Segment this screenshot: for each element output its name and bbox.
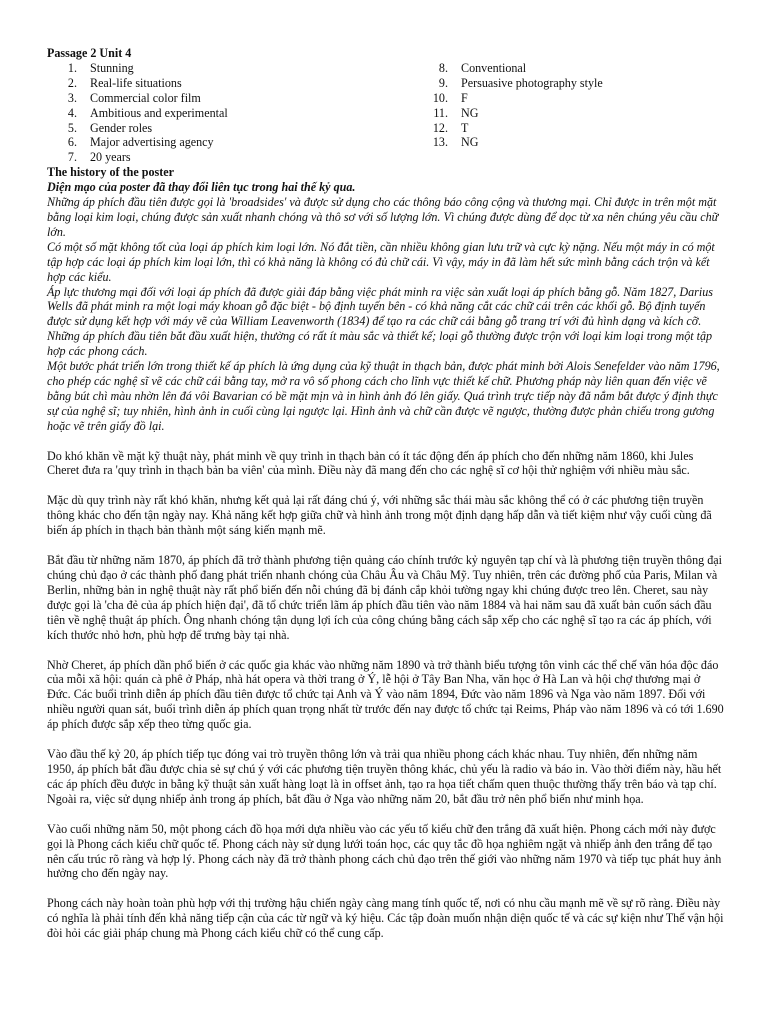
answer-item bbox=[47, 61, 429, 76]
section-title: The history of the poster bbox=[47, 165, 174, 180]
answer-number: 5. bbox=[67, 120, 77, 135]
answer-text: T bbox=[461, 120, 469, 135]
body-paragraph: Vào cuối những năm 50, một phong cách đồ họa mới dựa nhiều vào các yếu tố kiểu chữ đen trắng đã xuất hiện. Phong cách mới này được gọi là Phong cách kiểu chữ quốc tế. Phong cách này sử dụng lưới toán học, các quy tắc đồ họa nghiêm ngặt và nhiếp ảnh đen trắng để tạo nên cấu trúc rõ ràng và hợp lý. Phong cách này đã trở thành phong cách chủ đạo trên thế giới vào những năm 1970 và tiếp tục phát huy ảnh hưởng cho đến ngày nay. bbox=[47, 821, 722, 881]
italic-paragraph: Những áp phích đầu tiên được gọi là 'broadsides' và được sử dụng cho các thông báo công cộng và thương mại. Chỉ được in trên một mặt bằng loại kim loại, chúng được sản xuất nhanh chóng và thô sơ với số lượng lớn. Vì chúng được dùng để dọc từ xa nên chúng yêu cầu chữ lớn. bbox=[47, 195, 719, 239]
answer-item bbox=[47, 91, 429, 106]
italic-translation-block bbox=[47, 195, 725, 434]
answer-text: Major advertising agency bbox=[90, 135, 214, 150]
answer-item bbox=[47, 121, 429, 136]
passage-heading: Passage 2 Unit 4 bbox=[47, 46, 132, 60]
answer-number: 10. bbox=[432, 90, 448, 105]
answer-number: 8. bbox=[438, 60, 448, 75]
answer-number: 11. bbox=[433, 105, 448, 120]
answer-number: 12. bbox=[432, 120, 448, 135]
answer-item bbox=[47, 150, 429, 165]
body-paragraph: Do khó khăn về mặt kỹ thuật này, phát minh về quy trình in thạch bản có ít tác động đến áp phích cho đến những năm 1860, khi Jules Cheret đưa ra 'quy trình in thạch bản ba viên' của mình. Điều này đã mang đến cho các nghệ sĩ cơ hội thử nghiệm với nhiều màu sắc. bbox=[47, 448, 694, 478]
answer-list bbox=[47, 61, 725, 165]
italic-paragraph: Một bước phát triển lớn trong thiết kế áp phích là ứng dụng của kỹ thuật in thạch bản, được phát minh bởi Alois Senefelder vào năm 1796, cho phép các nghệ sĩ vẽ các chữ cái bằng tay, mở ra vô số phong cách cho lĩnh vực thiết kế chữ. Phương pháp này liên quan đến việc vẽ bằng bút chì màu nhờn lên đá vôi Bavarian có bề mặt mịn và in hình ảnh đó lên giấy. Quá trình trực tiếp này đã nắm bắt được ý định thực sự của nghệ sĩ; tuy nhiên, hình ảnh in cuối cùng lại ngược lại. Hình ảnh và chữ cần được vẽ ngược, thường được phản chiếu trong gương hoặc vẽ trên giấy đồ lại. bbox=[47, 359, 720, 433]
answer-item bbox=[429, 61, 725, 76]
answer-column-right bbox=[429, 61, 725, 165]
answer-item bbox=[429, 76, 725, 91]
answer-number: 9. bbox=[438, 75, 448, 90]
section-subtitle: Diện mạo của poster đã thay đổi liên tục trong hai thế kỷ qua. bbox=[47, 180, 356, 195]
body-text-block bbox=[47, 449, 725, 941]
answer-item bbox=[47, 76, 429, 91]
italic-paragraph: Áp lực thương mại đối với loại áp phích đã được giải đáp bằng việc phát minh ra việc sản xuất loại áp phích bằng gỗ. Năm 1827, Darius Wells đã phát minh ra một loại máy khoan gỗ đặc biệt - bộ định tuyến bên - có khả năng cắt các chữ cái trên các khối gỗ. Bộ định tuyến được sử dụng kết hợp với máy vẽ của William Leavenworth (1834) để tạo ra các chữ cái bằng gỗ trang trí với đủ hình dạng và kích cỡ. Những áp phích đầu tiên bắt đầu xuất hiện, thường có rất ít màu sắc và thiết kế; loại gỗ thường được trộn với loại kim loại trong một tập hợp các phong cách. bbox=[47, 284, 713, 359]
document-page bbox=[47, 46, 725, 956]
body-paragraph: Nhờ Cheret, áp phích dần phổ biến ở các quốc gia khác vào những năm 1890 và trở thành biểu tượng tôn vinh các thể chế văn hóa độc đáo của mỗi xã hội: quán cà phê ở Pháp, nhà hát opera và thời trang ở Ý, lễ hội ở Tây Ban Nha, văn học ở Hà Lan và hội chợ thương mại ở Đức. Các buổi trình diễn áp phích đầu tiên được tổ chức tại Anh và Ý vào năm 1894, Đức vào năm 1896 và Nga vào năm 1897. Đối với nhiều người quan sát, buổi trình diễn áp phích quan trọng nhất từ trước đến nay được tổ chức tại Reims, Pháp vào năm 1896 và có tới 1.690 áp phích được sắp xếp theo từng quốc gia. bbox=[47, 657, 724, 732]
body-paragraph: Mặc dù quy trình này rất khó khăn, nhưng kết quả lại rất đáng chú ý, với những sắc thái màu sắc không thể có ở các phương tiện truyền thông khác cho đến tận ngày nay. Khả năng kết hợp giữa chữ và hình ảnh trong một định dạng hấp dẫn và tiết kiệm như vậy cuối cùng đã biến áp phích in thạch bản thành một sáng kiến mạnh mẽ. bbox=[47, 493, 712, 538]
answer-text: Stunning bbox=[90, 60, 134, 75]
answer-number: 4. bbox=[67, 105, 77, 120]
answer-text: NG bbox=[461, 105, 479, 120]
answer-number: 1. bbox=[67, 60, 77, 75]
answer-item bbox=[429, 135, 725, 150]
answer-number: 2. bbox=[67, 75, 77, 90]
answer-text: Real-life situations bbox=[90, 75, 182, 90]
body-paragraph: Phong cách này hoàn toàn phù hợp với thị trường hậu chiến ngày càng mang tính quốc tế, nơi có nhu cầu mạnh mẽ về sự rõ ràng. Điều này có nghĩa là phải tính đến khả năng tiếp cận của các từ ngữ và ký hiệu. Các tập đoàn muốn nhận diện quốc tế và các sự kiện như Thế vận hội đòi hỏi các giải pháp chung mà Phong cách kiểu chữ có thể cung cấp. bbox=[47, 896, 724, 941]
italic-paragraph: Có một số mặt không tốt của loại áp phích kim loại lớn. Nó đắt tiền, cần nhiều không gian lưu trữ và cực kỳ nặng. Nếu một máy in có một tập hợp các loại áp phích kim loại lớn, thì có khả năng là không có đủ chữ cái. Vì vậy, máy in đã làm hết sức mình bằng cách trộn và kết hợp các kiểu. bbox=[47, 239, 715, 284]
answer-item bbox=[429, 91, 725, 106]
answer-item bbox=[429, 106, 725, 121]
answer-text: Gender roles bbox=[90, 120, 153, 135]
answer-number: 7. bbox=[67, 150, 77, 165]
answer-text: Ambitious and experimental bbox=[90, 105, 228, 120]
answer-item bbox=[429, 121, 725, 136]
answer-text: Persuasive photography style bbox=[461, 75, 603, 90]
answer-number: 6. bbox=[67, 135, 77, 150]
answer-text: F bbox=[461, 90, 468, 105]
answer-text: Conventional bbox=[461, 60, 527, 75]
answer-text: NG bbox=[461, 135, 479, 150]
body-paragraph: Vào đầu thế kỷ 20, áp phích tiếp tục đóng vai trò truyền thông lớn và trải qua nhiều phong cách khác nhau. Tuy nhiên, đến những năm 1950, áp phích bắt đầu được chia sẻ sự chú ý với các phương tiện truyền thông khác, chủ yếu là radio và báo in. Vào thời điểm này, hầu hết các áp phích đều được in bằng kỹ thuật sản xuất hàng loạt là in offset ảnh, tạo ra họa tiết chấm quen thuộc thường thấy trên báo và tạp chí. Ngoài ra, việc sử dụng nhiếp ảnh trong áp phích, bắt đầu ở Nga vào những năm 20, bắt đầu trở nên phổ biến như minh họa. bbox=[47, 747, 722, 806]
answer-number: 13. bbox=[432, 135, 448, 150]
answer-text: 20 years bbox=[90, 150, 131, 165]
answer-item bbox=[47, 106, 429, 121]
answer-number: 3. bbox=[67, 90, 77, 105]
answer-column-left bbox=[47, 61, 429, 165]
answer-text: Commercial color film bbox=[90, 90, 201, 105]
body-paragraph: Bắt đầu từ những năm 1870, áp phích đã trở thành phương tiện quảng cáo chính trước kỷ nguyên tạp chí và là phương tiện truyền thông đại chúng chủ đạo ở các thành phố đang phát triển nhanh chóng của Châu Âu và Châu Mỹ. Tuy nhiên, trên các đường phố của Paris, Milan và Berlin, những bản in nghệ thuật này rất phổ biến đến nỗi chúng đã bị đánh cắp khỏi tường ngay khi chúng được treo lên. Cheret, sau này được gọi là 'cha đẻ của áp phích hiện đại', đã tổ chức triển lãm áp phích đầu tiên vào năm 1884 và hai năm sau đã xuất bản cuốn sách đầu tiên về nghệ thuật áp phích. Ông nhanh chóng tận dụng lợi ích của công chúng bằng cách sắp xếp cho các nghệ sĩ tạo ra các áp phích, với kích thước nhỏ hơn, phù hợp để trưng bày tại nhà. bbox=[47, 553, 722, 642]
answer-item bbox=[47, 135, 429, 150]
